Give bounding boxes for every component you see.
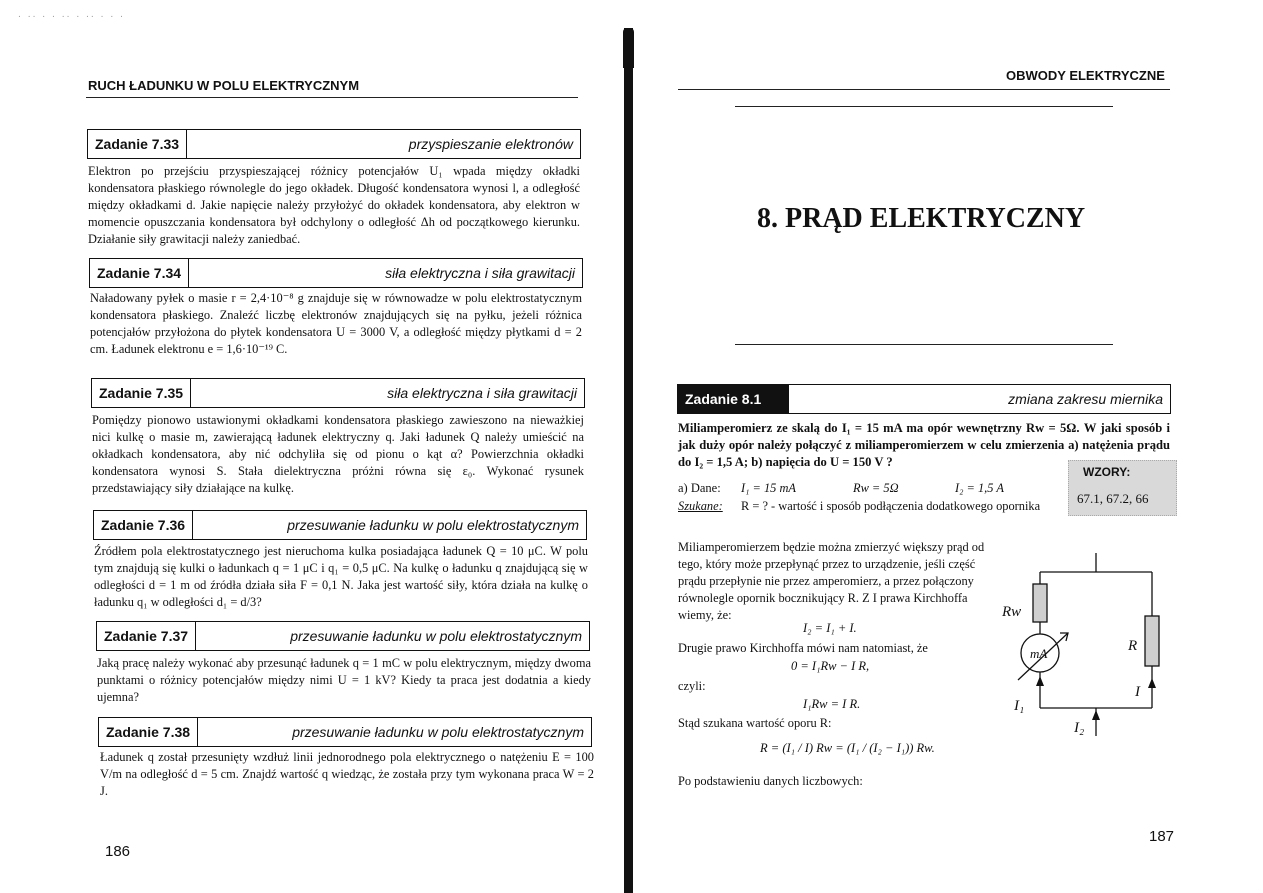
task-topic: siła elektryczna i siła grawitacji [387,385,577,401]
circuit-diagram [996,548,1176,748]
task-7-37-text: Jaką pracę należy wykonać aby przesunąć ładunek q = 1 mC w polu elektrycznym, między dwoma punktami o różnicy potencjałów między nimi U = 1 kV? Kiedy ta praca jest dodatnia a kiedy ujemna? [97,656,591,704]
task-label: Zadanie 7.33 [88,130,187,158]
equation-4: R = (I₁ / I) Rw = (I₁ / (I₂ − I₁)) Rw. [760,741,935,755]
task-label: Zadanie 8.1 [678,385,789,413]
equation-1: I₂ = I₁ + I. [803,621,857,635]
solution-text-4: Stąd szukana wartość oporu R: [678,716,832,730]
task-topic: przyspieszanie elektronów [408,136,573,152]
formulas-box [1068,460,1177,516]
scan-marks: . .. . . .. . .. . . . [18,10,125,20]
task-label: Zadanie 7.38 [99,718,198,746]
resistor-r-icon [1145,616,1159,666]
solution-text-3: czyli: [678,679,706,693]
task-label: Zadanie 7.34 [90,259,189,287]
task-7-33-header [87,129,581,159]
chapter-rule-top [735,106,1113,107]
current-i2-arrow-icon [1092,710,1100,720]
left-page-number: 186 [105,843,131,860]
solution-text-1: Miliamperomierzem będzie można zmierzyć większy prąd od tego, który może przepłynąć przez to urządzenie, jeśli część prądu przepłynie nie przez amperomierz, a przez połączony równolegle opornik bocznikujący R. Z I prawa Kirchhoffa wiemy, że: [678,540,985,622]
sought-text: R = ? - wartość i sposób podłączenia dodatkowego opornika [741,499,1041,513]
label-i: I [1135,684,1140,700]
task-7-34-text: Naładowany pyłek o masie r = 2,4·10⁻⁸ g znajduje się w równowadze w polu elektrostatycznym kondensatora płaskiego. Znaleźć liczbę elektronów znajdujących się na pyłku, jeżeli różnica potencjałów przyłożona do płytek kondensatora U = 3000 V, a odległość między płytkami d = 2 cm. Ładunek elektronu e = 1,6·10⁻¹⁹ C. [90,291,582,356]
task-7-38-text: Ładunek q został przesunięty wzdłuż linii jednorodnego pola elektrycznego o natężeniu E = 100 V/m na odległość d = 5 cm. Znajdź wartość q wiedząc, że została przy tym wykonana praca W = 2 J. [100,750,594,798]
formulas-values: 67.1, 67.2, 66 [1077,491,1149,506]
task-topic: przesuwanie ładunku w polu elektrostatycznym [292,724,584,740]
sought-label: Szukane: [678,499,723,513]
given-i2: I₂ = 1,5 A [955,481,1004,495]
left-running-head: RUCH ŁADUNKU W POLU ELEKTRYCZNYM [88,78,360,93]
resistor-rw-icon [1033,584,1047,622]
task-7-36-header [93,510,587,540]
label-rw: Rw [1002,604,1022,620]
label-r: R [1128,638,1138,654]
task-topic: przesuwanie ładunku w polu elektrostatycznym [287,517,579,533]
task-topic: zmiana zakresu miernika [1008,391,1163,407]
task-label: Zadanie 7.37 [97,622,196,650]
task-topic: przesuwanie ładunku w polu elektrostatycznym [290,628,582,644]
task-7-34-header [89,258,583,288]
formulas-label: WZORY: [1083,465,1131,479]
task-7-36-text: Źródłem pola elektrostatycznego jest nieruchoma kulka posiadająca ładunek Q = 10 μC. W polu tym znajdują się kulki o ładunkach q = 1 μC i q₁ = 0,5 μC. Na kulkę o ładunku q znajdującą się w odległości d = 1 m od źródła działa siła F = 0,1 N. Jaka jest wartość siły, która działa na kulkę o ładunku q₁ w odległości d₁ = d/3? [94,544,588,609]
right-head-rule [678,89,1170,90]
task-7-33-text: Elektron po przejściu przyspieszającej różnicy potencjałów U₁ wpada między okładki kondensatora płaskiego równolegle do jego okładek. Długość kondensatora wynosi l, a odległość między okładkami d. Jakie napięcie należy przyłożyć do okładek kondensatora, aby elektron w momencie opuszczania kondensatora był odchylony o odległość Δh od początkowego kierunku. Działanie siły grawitacji należy zaniedbać. [88,164,580,246]
task-7-38-header [98,717,592,747]
solution-text-5: Po podstawieniu danych liczbowych: [678,774,863,788]
label-i1: I₁ [1014,698,1025,714]
current-i-arrow-icon [1148,678,1156,688]
task-8-1-header [677,384,1171,414]
task-7-35-text: Pomiędzy pionowo ustawionymi okładkami kondensatora płaskiego zawieszono na nieważkiej nici kulkę o masie m, zawierającą ładunek elektryczny q. Jaki ładunek Q należy umieścić na okładkach kondensatora, aby nić odchyliła się od pionu o kąt α? Powierzchnia okładki kondensatora wynosi S. Stała dielektryczna próżni równa się ε₀. Wykonać rysunek przedstawiający siły działające na kulkę. [92,413,584,495]
right-running-head: OBWODY ELEKTRYCZNE [1006,68,1165,83]
solution-text-2: Drugie prawo Kirchhoffa mówi nam natomiast, że [678,641,928,655]
left-head-rule [86,97,578,98]
right-page-number: 187 [1149,828,1175,845]
label-i2: I₂ [1074,720,1085,736]
task-7-37-header [96,621,590,651]
label-meter: mA [1030,646,1048,661]
equation-2: 0 = I₁Rw − I R, [791,659,870,673]
task-label: Zadanie 7.36 [94,511,193,539]
task-label: Zadanie 7.35 [92,379,191,407]
given-i1: I₁ = 15 mA [741,481,796,495]
left-page [0,0,625,893]
book-spine [624,28,633,893]
equation-3: I₁Rw = I R. [803,697,861,711]
current-i1-arrow-icon [1036,676,1044,686]
task-topic: siła elektryczna i siła grawitacji [385,265,575,281]
task-8-1-question: Miliamperomierz ze skalą do I₁ = 15 mA ma opór wewnętrzny Rw = 5Ω. W jaki sposób i jak duży opór należy połączyć z miliamperomierzem w celu zmierzenia a) natężenia prądu do I₂ = 1,5 A; b) napięcia do U = 150 V ? [678,421,1170,469]
given-label: a) Dane: [678,481,721,495]
given-rw: Rw = 5Ω [853,481,899,495]
chapter-rule-bottom [735,344,1113,345]
task-7-35-header [91,378,585,408]
chapter-title: 8. PRĄD ELEKTRYCZNY [757,203,1086,234]
